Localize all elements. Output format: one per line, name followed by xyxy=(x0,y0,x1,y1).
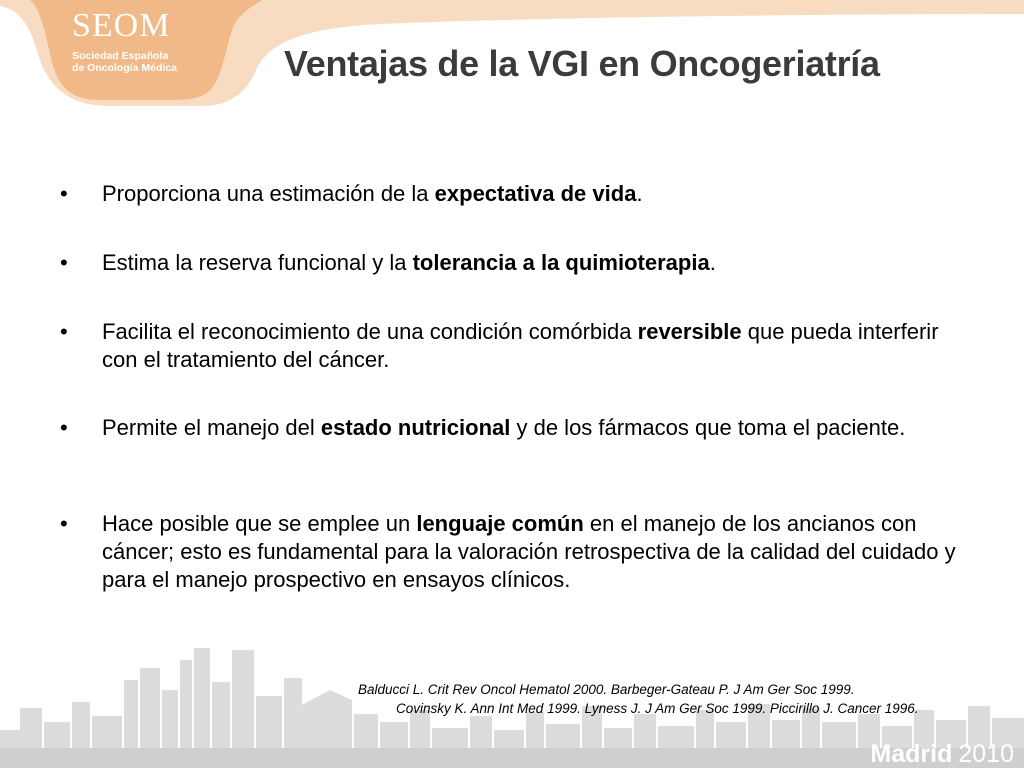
logo-subtitle-line-2: de Oncología Médica xyxy=(72,62,178,74)
bullet-text-regular: Hace posible que se emplee un xyxy=(102,511,417,536)
bullet-text-bold: expectativa de vida xyxy=(434,181,637,206)
bullet-text-regular: que pueda interferir con el tratamiento del cáncer. xyxy=(102,319,939,372)
slide-title: Ventajas de la VGI en Oncogeriatría xyxy=(284,43,880,84)
footer-year: 2010 xyxy=(958,740,1014,768)
bullet-text-bold: lenguaje común xyxy=(416,511,584,536)
footer-city: Madrid xyxy=(870,740,953,768)
bullet-text-regular: Proporciona una estimación de la xyxy=(102,181,435,206)
bullet-text-regular: . xyxy=(709,250,716,275)
logo-subtitle-line-1: Sociedad Española xyxy=(72,50,169,62)
bullet-text xyxy=(102,414,980,442)
bullet-marker: • xyxy=(60,181,68,206)
bullet-text-regular: Estima la reserva funcional y la xyxy=(102,250,413,275)
citation xyxy=(358,680,998,718)
bullet-text-bold: tolerancia a la quimioterapia xyxy=(412,250,710,275)
bullet-text-bold: reversible xyxy=(637,319,742,344)
bullet-text xyxy=(102,180,980,208)
bullet-text-regular: Facilita el reconocimiento de una condición comórbida xyxy=(102,319,638,344)
bullet-text xyxy=(102,249,980,277)
footer-brand xyxy=(870,740,1014,768)
bullet-text xyxy=(102,510,980,594)
logo-wordmark: SEOM xyxy=(72,7,171,44)
bullet-text-bold: estado nutricional xyxy=(320,415,511,440)
bullet-marker: • xyxy=(60,319,68,344)
seom-logo xyxy=(66,6,216,86)
bullet-text xyxy=(102,318,980,374)
bullet-text-regular: . xyxy=(636,181,643,206)
bullet-text-regular: Permite el manejo del xyxy=(102,415,321,440)
bullet-text-regular: y de los fármacos que toma el paciente. xyxy=(510,415,906,440)
citation-line-2: Covinsky K. Ann Int Med 1999. Lyness J. J Am Ger Soc 1999. Piccirillo J. Cancer 1996. xyxy=(396,701,919,716)
bullet-marker: • xyxy=(60,415,68,440)
bullet-text-regular: en el manejo de los ancianos con cáncer; esto es fundamental para la valoración retrospectiva de la calidad del cuidado y para el manejo prospectivo en ensayos clínicos. xyxy=(102,511,956,592)
bullet-marker: • xyxy=(60,250,68,275)
citation-line-1: Balducci L. Crit Rev Oncol Hematol 2000. Barbeger-Gateau P. J Am Ger Soc 1999. xyxy=(358,682,855,697)
bullet-marker: • xyxy=(60,511,68,536)
